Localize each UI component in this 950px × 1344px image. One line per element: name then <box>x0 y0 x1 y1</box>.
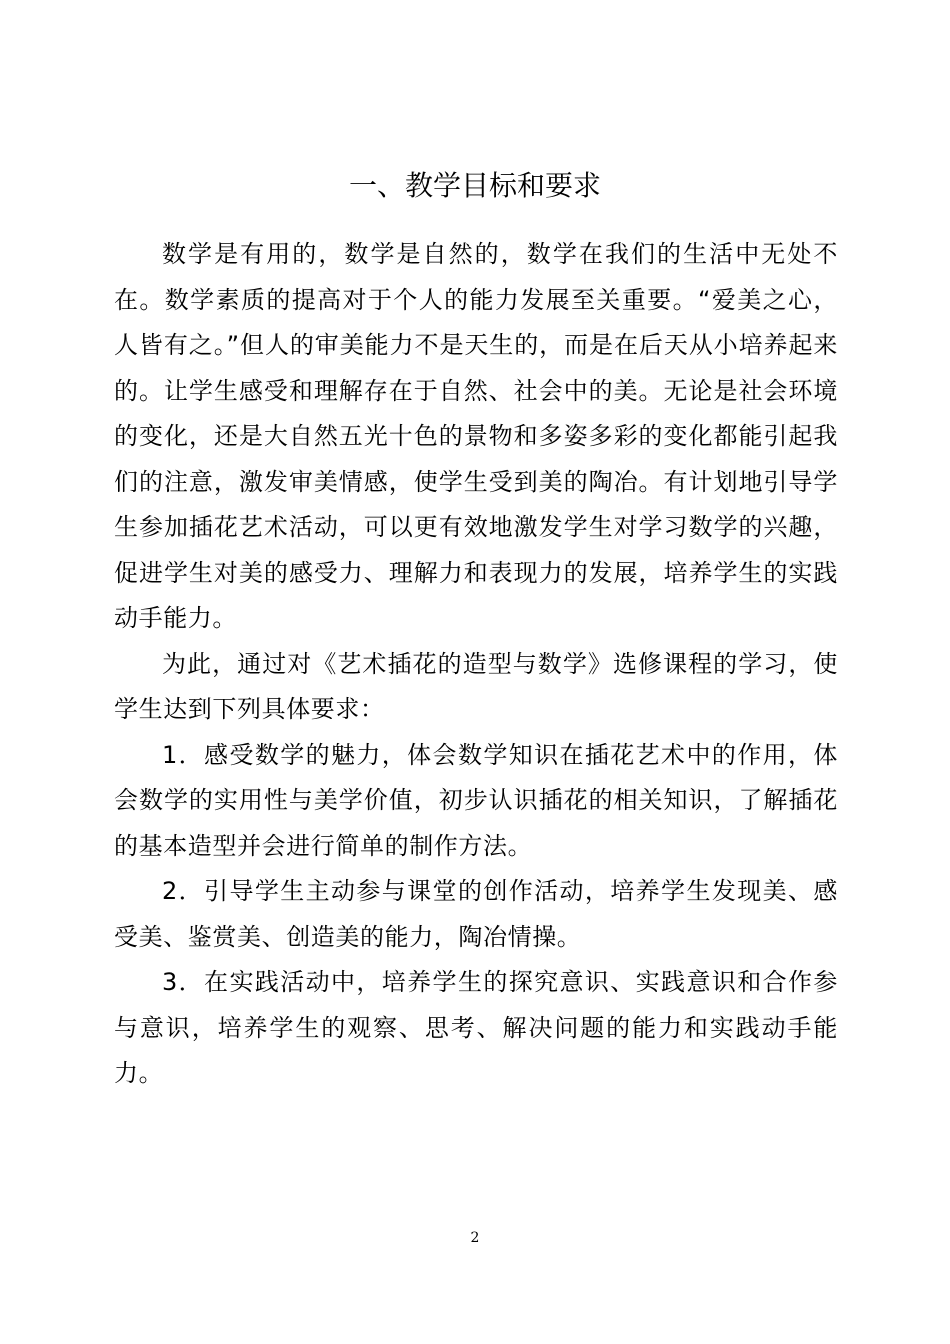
paragraph-intro: 数学是有用的，数学是自然的，数学在我们的生活中无处不在。数学素质的提高对于个人的能力发展至关重要。“爱美之心，人皆有之。”但人的审美能力不是天生的，而是在后天从小培养起来的。让学生感受和理解存在于自然、社会中的美。无论是社会环境的变化，还是大自然五光十色的景物和多姿多彩的变化都能引起我们的注意，激发审美情感，使学生受到美的陶冶。有计划地引导学生参加插花艺术活动，可以更有效地激发学生对学习数学的兴趣，促进学生对美的感受力、理解力和表现力的发展，培养学生的实践动手能力。 <box>114 240 838 632</box>
paragraph-purpose: 为此，通过对《艺术插花的造型与数学》选修课程的学习，使学生达到下列具体要求： <box>114 649 838 723</box>
page-title: 一、教学目标和要求 <box>348 169 601 202</box>
requirement-item-2: 2．引导学生主动参与课堂的创作活动，培养学生发现美、感受美、鉴赏美、创造美的能力，陶冶情操。 <box>114 877 838 951</box>
requirement-item-1: 1．感受数学的魅力，体会数学知识在插花艺术中的作用，体会数学的实用性与美学价值，初步认识插花的相关知识，了解插花的基本造型并会进行简单的制作方法。 <box>114 740 838 860</box>
page-number: 2 <box>470 1230 480 1246</box>
body-text <box>114 232 838 1097</box>
requirement-item-3: 3．在实践活动中，培养学生的探究意识、实践意识和合作参与意识，培养学生的观察、思考、解决问题的能力和实践动手能力。 <box>114 968 838 1087</box>
